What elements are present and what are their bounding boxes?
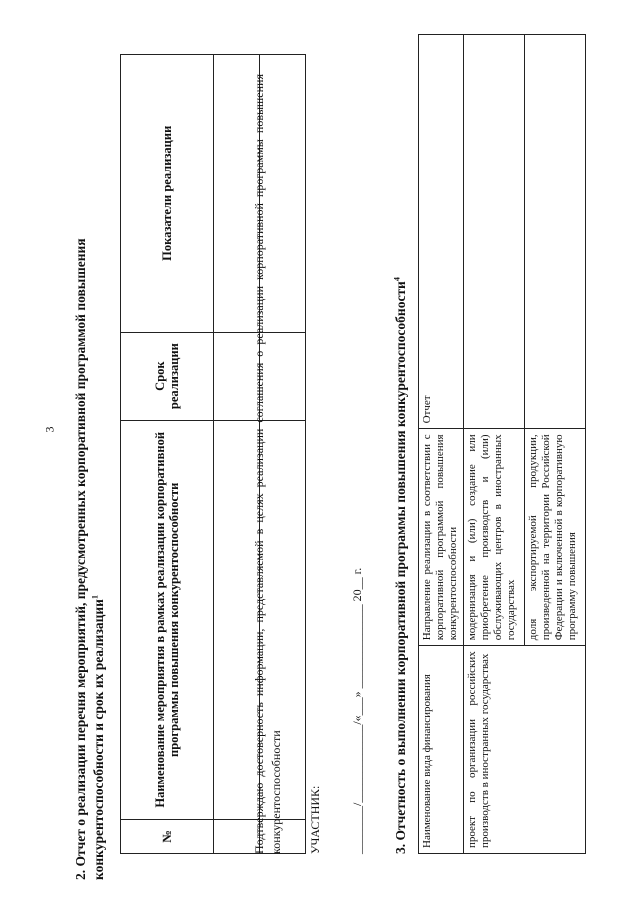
signature-line: ________/_____________/«___» ______________ 20__ г. <box>350 567 364 854</box>
header-indicators: Показатели реализации <box>121 55 214 333</box>
reporting-table <box>418 34 586 854</box>
header-financing-type: Наименование вида финансирования <box>419 646 464 854</box>
page-number: 3 <box>42 426 57 433</box>
report-cell <box>464 35 525 429</box>
section3-title <box>393 277 409 854</box>
table-row <box>464 35 525 854</box>
header-direction: Направление реализации в соответствии с корпоративной программой повышения конкурентоспособности <box>419 429 464 646</box>
section3-footnote-ref: 4 <box>392 277 402 282</box>
section3-title-text: 3. Отчетность о выполнении корпоративной программы повышения конкурентоспособности <box>393 281 408 854</box>
financing-type-cell: проект по организации российских производств в иностранных государствах <box>464 646 586 854</box>
header-measure-name: Наименование мероприятия в рамках реализации корпоративной программы повышения конкурентоспособности <box>121 420 214 819</box>
direction-cell: доля экспортируемой продукции, произведенной на территории Российской Федерации и включенной в корпоративную программу повышения <box>525 429 586 646</box>
measures-table-header <box>121 55 214 854</box>
participant-label: УЧАСТНИК: <box>308 785 322 854</box>
header-report: Отчет <box>419 35 464 429</box>
section2-footnote-ref: 1 <box>90 595 100 600</box>
direction-cell: модернизация и (или) создание или приобретение производств и (или) обслуживающих центров в иностранных государствах <box>464 429 525 646</box>
header-term: Срок реализации <box>121 332 214 420</box>
confirmation-text: Подтверждаю достоверность информации, представляемой в целях реализации соглашения о реализации корпоративной программы повышения конкурентоспособности <box>252 74 283 854</box>
rotated-page-content <box>68 30 608 880</box>
reporting-table-header <box>419 35 464 854</box>
header-number: № <box>121 820 214 854</box>
section2-title-line1: 2. Отчет о реализации перечня мероприятий, предусмотренных корпоративной программой повышения <box>73 238 88 880</box>
report-cell <box>525 35 586 429</box>
section2-title-line2-text: конкурентоспособности и срок их реализации <box>91 599 106 880</box>
section2-title-line2 <box>90 50 107 880</box>
